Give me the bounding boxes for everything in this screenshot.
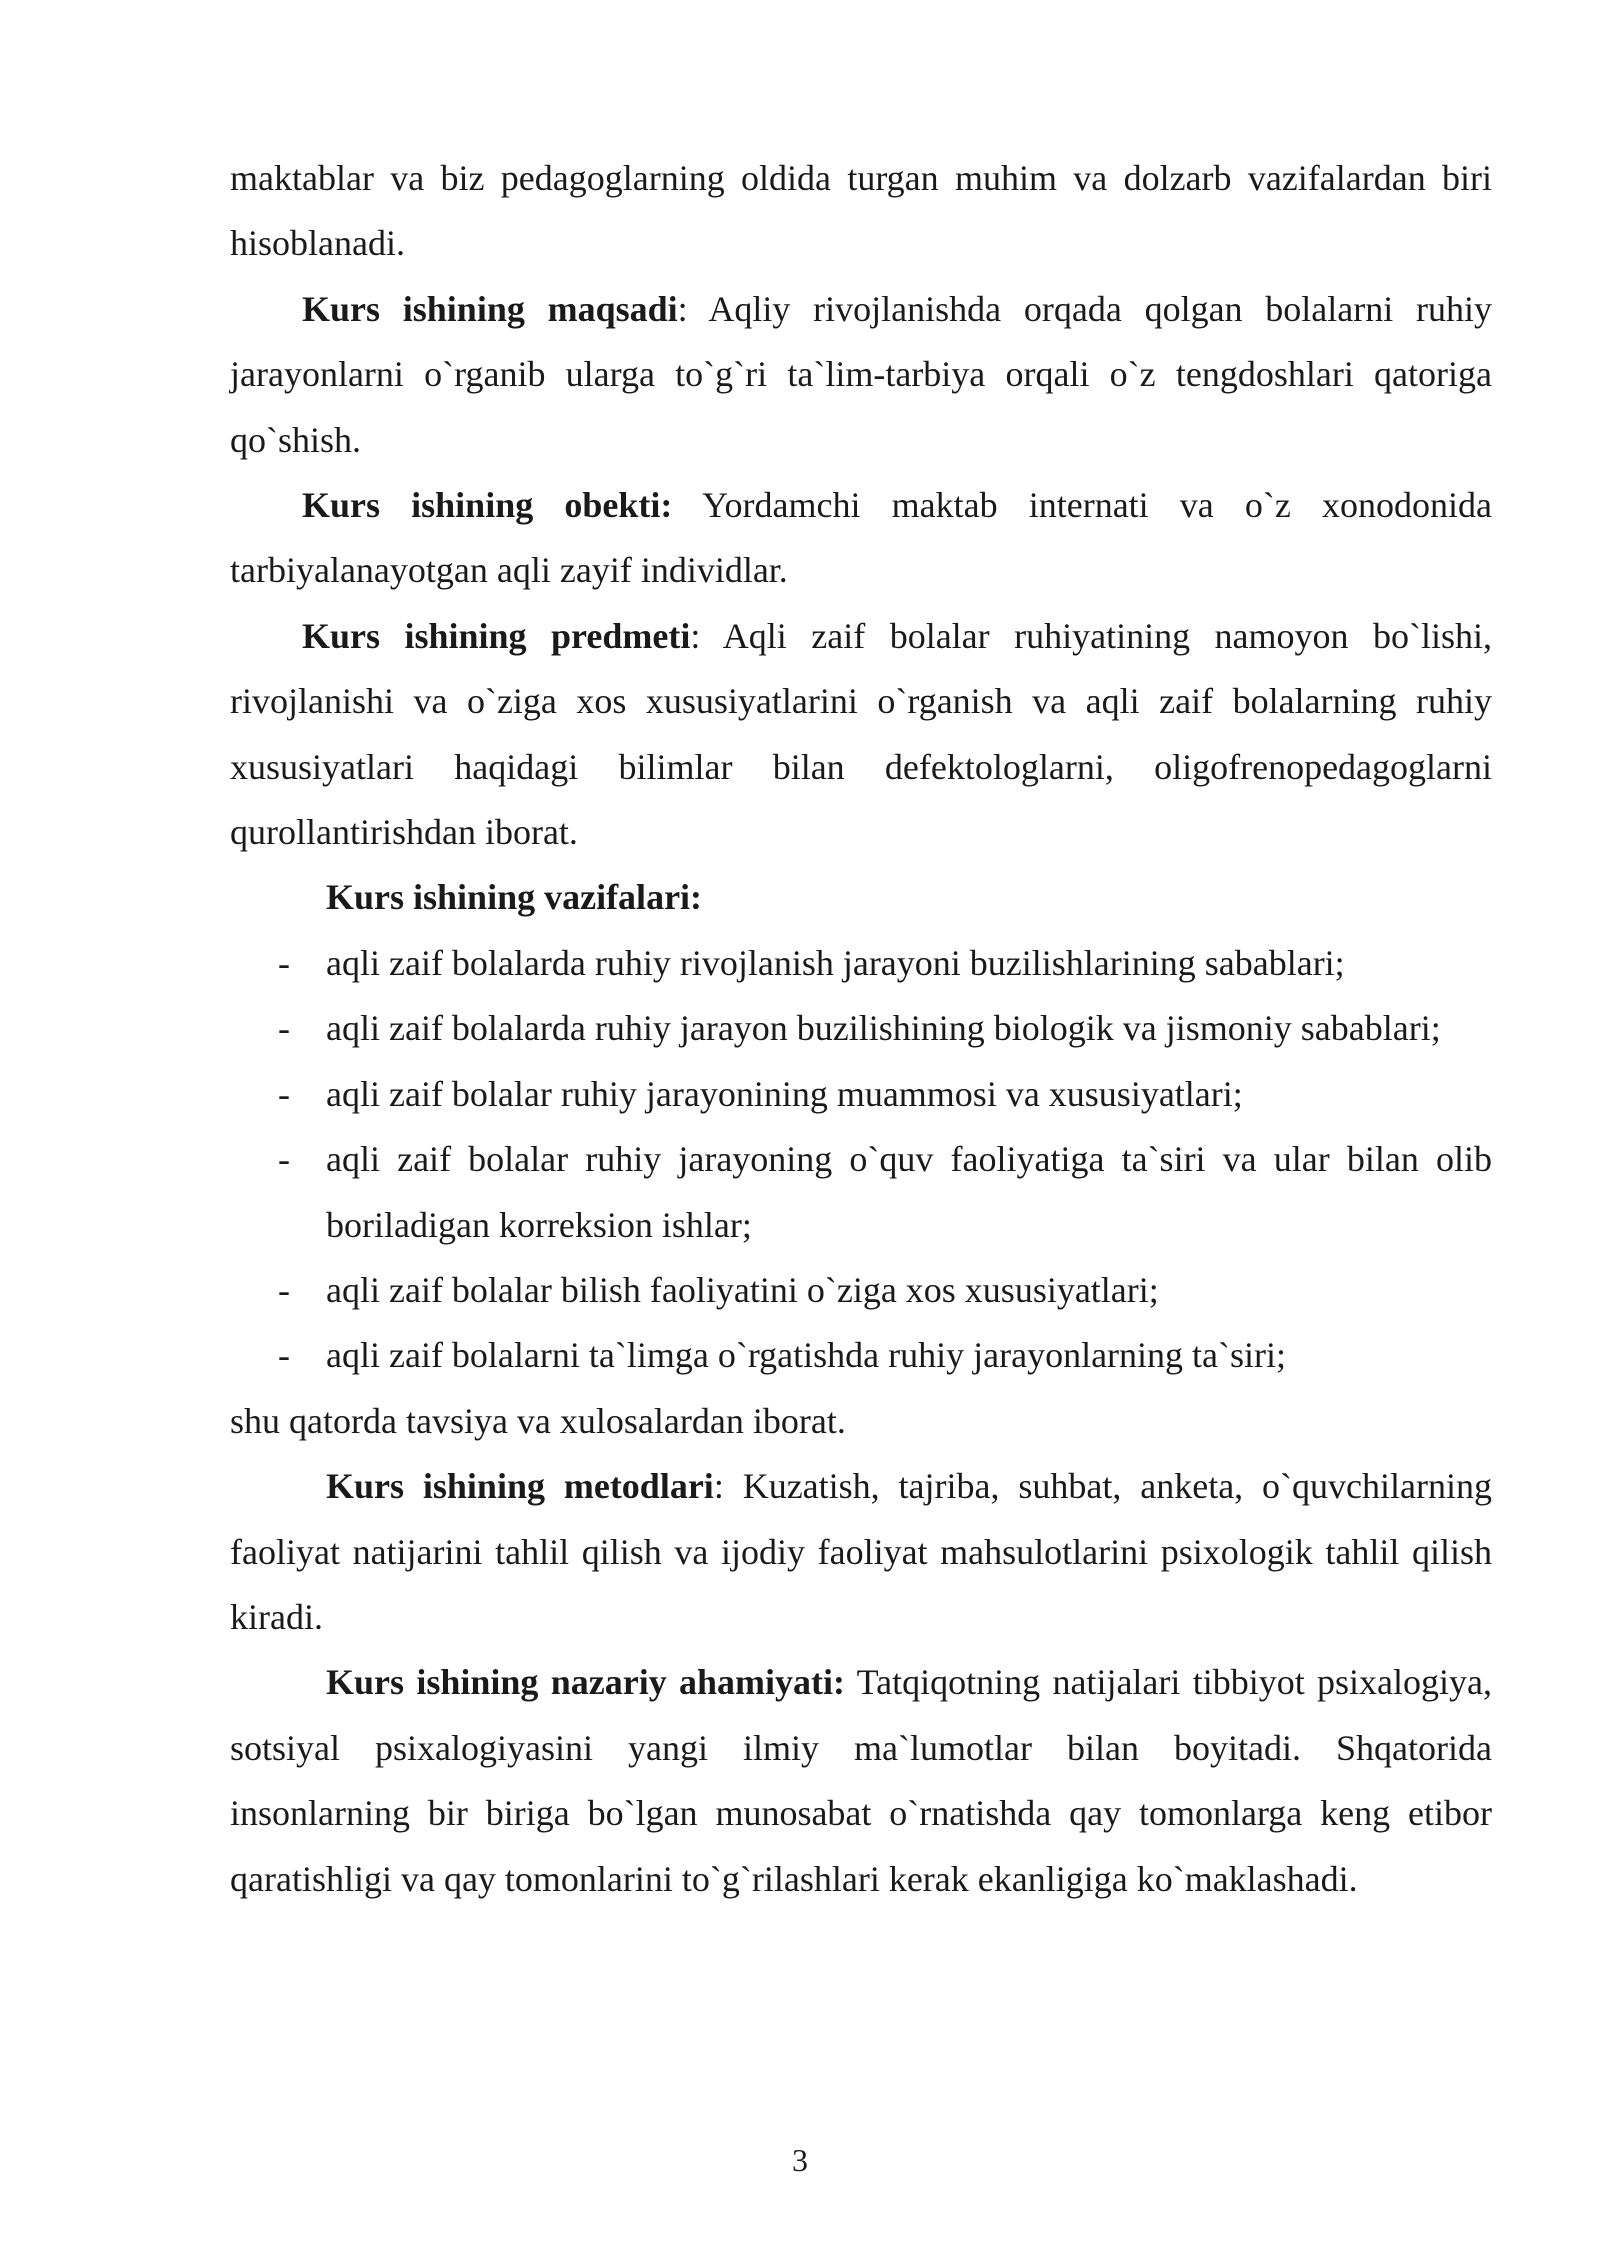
subject-paragraph (230, 604, 1492, 866)
significance-text: Tatqiqotning natijalari tibbiyot psixalogiya, sotsiyal psixalogiyasini yangi ilmiy ma`lumotlar bilan boyitadi. Shqatorida insonlarning bir biriga bo`lgan munosabat o`rnatishda qay tomonlarga keng etibor qaratishligi va qay tomonlarini to`g`rilashlari kerak ekanligiga ko`maklashadi. (230, 1662, 1493, 1899)
subject-text: : Aqli zaif bolalar ruhiyatining namoyon bo`lishi, rivojlanishi va o`ziga xos xususiyatlarini o`rganish va aqli zaif bolalarning ruhiy xususiyatlari haqidagi bilimlar bilan defektologlarni, oligofrenopedagoglarni qurollantirishdan iborat. (230, 615, 1492, 853)
task-text: aqli zaif bolalarda ruhiy rivojlanish jarayoni buzilishlarining sabablari; (326, 942, 1345, 983)
object-label: Kurs ishining obekti: (302, 485, 673, 526)
tasks-list (230, 931, 1492, 1389)
subject-label: Kurs ishining predmeti (302, 615, 691, 656)
list-item (230, 1127, 1492, 1258)
object-paragraph (230, 473, 1492, 604)
significance-label: Kurs ishining nazariy ahamiyati: (326, 1662, 846, 1703)
significance-paragraph (230, 1650, 1492, 1912)
intro-paragraph: maktablar va biz pedagoglarning oldida turgan muhim va dolzarb vazifalardan biri hisoblanadi. (230, 158, 1492, 264)
list-item (230, 931, 1492, 996)
list-item (230, 1323, 1492, 1388)
list-item (230, 996, 1492, 1061)
task-text: aqli zaif bolalarni ta`limga o`rgatishda ruhiy jarayonlarning ta`siri; (326, 1335, 1287, 1376)
page-number: 3 (792, 2142, 808, 2178)
list-item (230, 1062, 1492, 1127)
dash-bullet: - (278, 942, 290, 983)
task-text: aqli zaif bolalar ruhiy jarayoning o`quv faoliyatiga ta`siri va ular bilan olib boriladigan korreksion ishlar; (326, 1139, 1492, 1245)
tasks-heading: Kurs ishining vazifalari: (326, 877, 703, 918)
goal-text: : Aqliy rivojlanishda orqada qolgan bolalarni ruhiy jarayonlarni o`rganib ularga to`g`ri ta`lim-tarbiya orqali o`z tengdoshlari qatoriga qo`shish. (230, 288, 1492, 460)
goal-label: Kurs ishining maqsadi (302, 288, 678, 329)
document-page (230, 146, 1492, 1912)
tasks-closing: shu qatorda tavsiya va xulosalardan iborat. (230, 1400, 846, 1441)
object-text: Yordamchi maktab internati va o`z xonodonida tarbiyalanayotgan aqli zayif individlar. (230, 485, 1492, 591)
list-item (230, 1258, 1492, 1323)
dash-bullet: - (278, 1335, 290, 1376)
task-text: aqli zaif bolalar bilish faoliyatini o`ziga xos xususiyatlari; (326, 1269, 1159, 1310)
dash-bullet: - (278, 1008, 290, 1049)
dash-bullet: - (278, 1139, 290, 1180)
methods-paragraph (230, 1454, 1492, 1650)
goal-paragraph (230, 277, 1492, 473)
dash-bullet: - (278, 1269, 290, 1310)
task-text: aqli zaif bolalar ruhiy jarayonining muammosi va xususiyatlari; (326, 1073, 1243, 1114)
methods-label: Kurs ishining metodlari (326, 1466, 714, 1507)
task-text: aqli zaif bolalarda ruhiy jarayon buzilishining biologik va jismoniy sabablari; (326, 1008, 1441, 1049)
methods-text: : Kuzatish, tajriba, suhbat, anketa, o`quvchilarning faoliyat natijarini tahlil qilish va ijodiy faoliyat mahsulotlarini psixologik tahlil qilish kiradi. (230, 1466, 1492, 1637)
dash-bullet: - (278, 1073, 290, 1114)
